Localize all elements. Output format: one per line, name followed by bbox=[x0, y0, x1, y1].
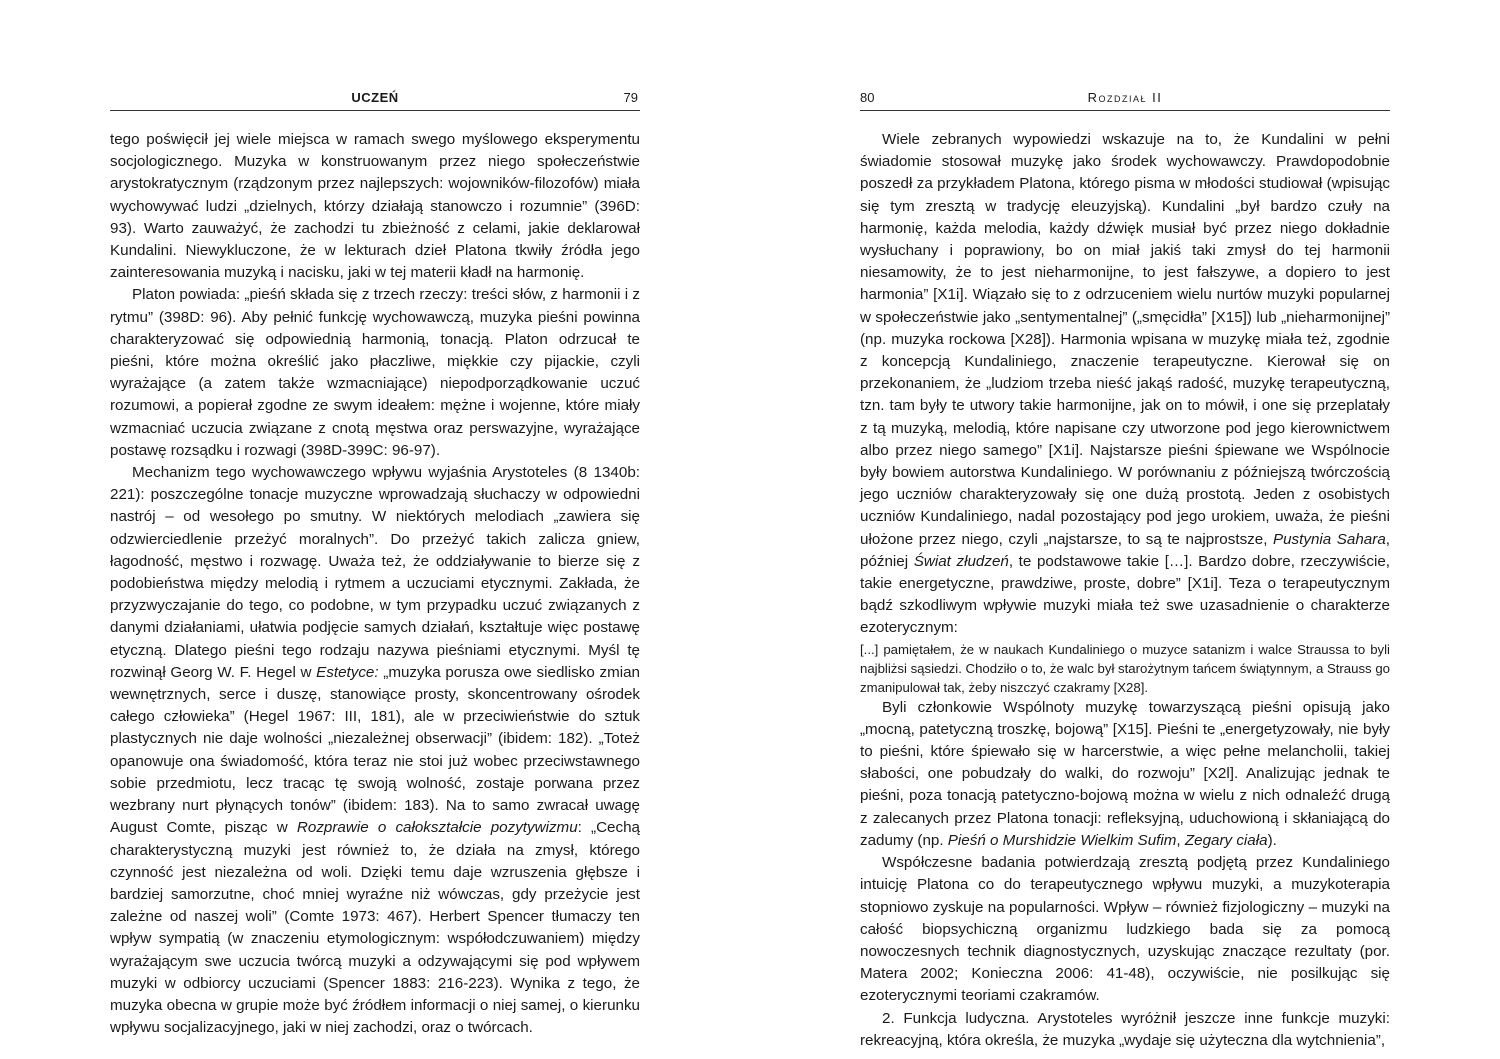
book-title: Rozprawie o całokształcie pozytywizmu bbox=[296, 819, 578, 837]
text-run: , bbox=[1176, 831, 1185, 849]
paragraph: Współczesne badania potwierdzają zresztą podjętą przez Kundaliniego intuicję Platona co do terapeutycznego wpływu muzyki, a muzykoterapia stopniowo zyskuje na popularności. Wpływ – również fizjologiczny – muzyki na całość biopsychiczną organizmu ludzkiego bada się za pomocą nowoczesnych technik diagnostycznych, uzyskując znaczące rezultaty (por. Matera 2002; Konieczna 2006: 41-48), oczywiście, nie posilkując się ezoterycznymi teoriami czakramów. bbox=[860, 854, 1390, 1005]
text-run: , te podstawowe takie […]. Bardzo dobre, rzeczywiście, takie energetyczne, prawdziwe, proste, dobre” [X1i]. Teza o terapeutycznym bądź szkodliwym wpływie muzyki miała też swe uzasadnienie o charakterze ezoterycznym: bbox=[860, 552, 1390, 637]
paragraph: Platon powiada: „pieśń składa się z trzech rzeczy: treści słów, z harmonii i z rytmu” (398D: 96). Aby pełnić funkcję wychowawczą, muzyka pieśni powinna charakteryzować się odpowiednią harmonią, tonacją. Platon odrzucał te pieśni, które można określić jako płaczliwe, miękkie czy pijackie, czyli wyrażające (a zatem także wzmacniające) niepodporządkowanie uczuć rozumowi, a popierał zgodne ze swym ideałem: mężne i wojenne, które miały wzmacniać uczucia związane z cnotą męstwa oraz perswazyjne, wyrażające postawę rozsądku i rozwagi (398D-399C: 96-97). bbox=[110, 286, 640, 459]
song-title: Pieśń o Murshidzie Wielkim Sufim bbox=[947, 831, 1177, 849]
running-header-right bbox=[860, 88, 1390, 111]
text-run: „muzyka porusza owe siedlisko zmian wewnętrznych, serce i duszę, stanowiące prosty, skoncentrowany ośrodek całego człowieka” (Hegel 1967: III, 181), ale w przeciwieństwie do sztuk plastycznych nie daje wolności „niezależnej obserwacji” (ibidem: 182). „Toteż opanowuje ona świadomość, która teraz nie stoi już wobec przeciwstawnego sobie przedmiotu, lecz tracąc tę swoją wolność, zostaje porwana przez wezbrany nurt płynących tonów” (ibidem: 183). Na to samo zwracał uwagę August Comte, pisząc w bbox=[110, 663, 640, 837]
song-title: Pustynia Sahara bbox=[1272, 530, 1386, 548]
running-title: UCZEŃ bbox=[351, 90, 399, 105]
paragraph: 2. Funkcja ludyczna. Arystoteles wyróżnił jeszcze inne funkcje muzyki: rekreacyjną, która określa, że muzyka „wydaje się użyteczna dla wytchnienia”, bbox=[860, 1009, 1390, 1049]
song-title: Świat złudzeń bbox=[913, 552, 1009, 570]
running-header-left bbox=[110, 88, 640, 111]
paragraph: tego poświęcił jej wiele miejsca w ramach swego myślowego eksperymentu socjologicznego. Muzyka w konstruowanym przez niego społeczeństwie arystokratycznym (rządzonym przez najlepszych: wojowników-filozofów) miała wychowywać ludzi „dzielnych, którzy działają stanowczo i rozumnie” (396D: 93). Warto zauważyć, że zachodzi tu zbieżność z celami, jakie deklarował Kundalini. Niewykluczone, że w lekturach dzieł Platona tkwiły źródła jego zainteresowania muzyką i nacisku, jaki w tej materii kładł na harmonię. bbox=[110, 131, 640, 282]
page-number: 80 bbox=[860, 90, 875, 105]
page-body bbox=[110, 129, 640, 1039]
paragraph bbox=[110, 462, 640, 1039]
paragraph bbox=[860, 697, 1390, 852]
text-run: Byli członkowie Wspólnoty muzykę towarzyszącą pieśni opisują jako „mocną, patetyczną troszkę, bojową” [X15]. Pieśni te „energetyzowały, nie były to pieśni, które śpiewało się w harcerstwie, a więc pełne melancholii, takiej słabości, one pobudzały do walki, do rozwoju” [X2l]. Analizując jednak te pieśni, poza tonacją patetyczno-bojową można w wielu z nich odnaleźć drugą z zalecanych przez Platona tonacji: refleksyjną, uduchowioną i skłaniającą do zadumy (np. bbox=[860, 698, 1390, 849]
block-quote: [...] pamiętałem, że w naukach Kundaliniego o muzyce satanizm i walce Straussa to byli najbliżsi sąsiedzi. Chodziło o to, że walc był starożytnym tańcem świątynnym, a Strauss go zmanipulował tak, żeby niszczyć czakramy [X28]. bbox=[860, 641, 1390, 695]
page-number: 79 bbox=[623, 90, 638, 105]
paragraph bbox=[860, 129, 1390, 640]
text-run: , później bbox=[860, 530, 1390, 570]
text-run: ). bbox=[1267, 831, 1277, 849]
page-body bbox=[860, 129, 1390, 1052]
text-run: : „Cechą charakterystyczną muzyki jest również to, że działa na zmysł, którego czynność jest niezależna od woli. Dzięki temu daje wzruszenia głębsze i bardziej samorzutne, choć mniej wyraźne niż wówczas, gdy przeżycie jest zależne od naszej woli” (Comte 1973: 467). Herbert Spencer tłumaczy ten wpływ sympatią (w znaczeniu etymologicznym: współodczuwaniem) między wyrażającym swe uczucia twórcą muzyki a odzywającymi się pod wpływem muzyki w odbiorcy uczuciami (Spencer 1883: 216-223). Wynika z tego, że muzyka obecna w grupie może być źródłem informacji o niej samej, o kierunku wpływu socjalizacyjnego, jaki w niej zachodzi, oraz o twórcach. bbox=[110, 819, 640, 1037]
text-run: Mechanizm tego wychowawczego wpływu wyjaśnia Arystoteles (8 1340b: 221): poszczególne tonacje muzyczne wprowadzają słuchaczy w odpowiedni nastrój – od wesołego po smutny. W niektórych melodiach „zawiera się odzwierciedlenie przeżyć moralnych”. Do przeżyć takich zalicza gniew, łagodność, męstwo i rozwagę. Uważa też, że oddziaływanie to bierze się z podobieństwa między melodią i rytmem a uczuciami etycznymi. Zakłada, że przyzwyczajanie do tego, co podobne, w tym przypadku uczuć związanych z danymi działaniami, ułatwia podjęcie samych działań, kształtuje więc postawę etyczną. Dlatego pieśni tego rodzaju nazywa pieśniami etycznymi. Myśl tę rozwinął Georg W. F. Hegel w bbox=[110, 464, 640, 681]
book-title: Estetyce: bbox=[316, 663, 379, 681]
running-title: Rozdział II bbox=[1087, 90, 1163, 105]
text-run: Wiele zebranych wypowiedzi wskazuje na to, że Kundalini w pełni świadomie stosował muzykę jako środek wychowawczy. Prawdopodobnie poszedł za przykładem Platona, którego pisma w młodości studiował (wpisując się tym zresztą w tradycję eleuzyjską). Kundalini „był bardzo czuły na harmonię, każda melodia, każdy dźwięk musiał być przez niego dokładnie wysłuchany i poprawiony, bo on miał jakiś taki zmysł do tej harmonii niesamowity, że to jest nieharmonijne, to jest fałszywe, a dopiero to jest harmonia” [X1i]. Wiązało się to z odrzuceniem wielu nurtów muzyki popularnej w społeczeństwie jako „sentymentalnej” („smęcidła” [X15]) lub „nieharmonijnej” (np. muzyka rockowa [X28]). Harmonia wpisana w muzykę miała też, zgodnie z koncepcją Kundaliniego, znaczenie terapeutyczne. Kierował się on przekonaniem, że „ludziom trzeba nieść jakąś radość, muzykę terapeutyczną, tzn. tam były te utwory takie harmonijne, jak on to mówił, i one się przeplatały z tą muzyką, melodią, które napisane czy utworzone pod jego kierownictwem albo przez niego samego” [X1i]. Najstarsze pieśni śpiewane we Wspólnocie były bowiem autorstwa Kundaliniego. W porównaniu z późniejszą twórczością jego uczniów charakteryzowały się one dużą prostotą. Jeden z osobistych uczniów Kundaliniego, nadal pozostający pod jego urokiem, uważa, że pieśni ułożone przez niego, czyli „najstarsze, to są te najprostsze, bbox=[860, 131, 1390, 548]
song-title: Zegary ciała bbox=[1184, 831, 1268, 849]
